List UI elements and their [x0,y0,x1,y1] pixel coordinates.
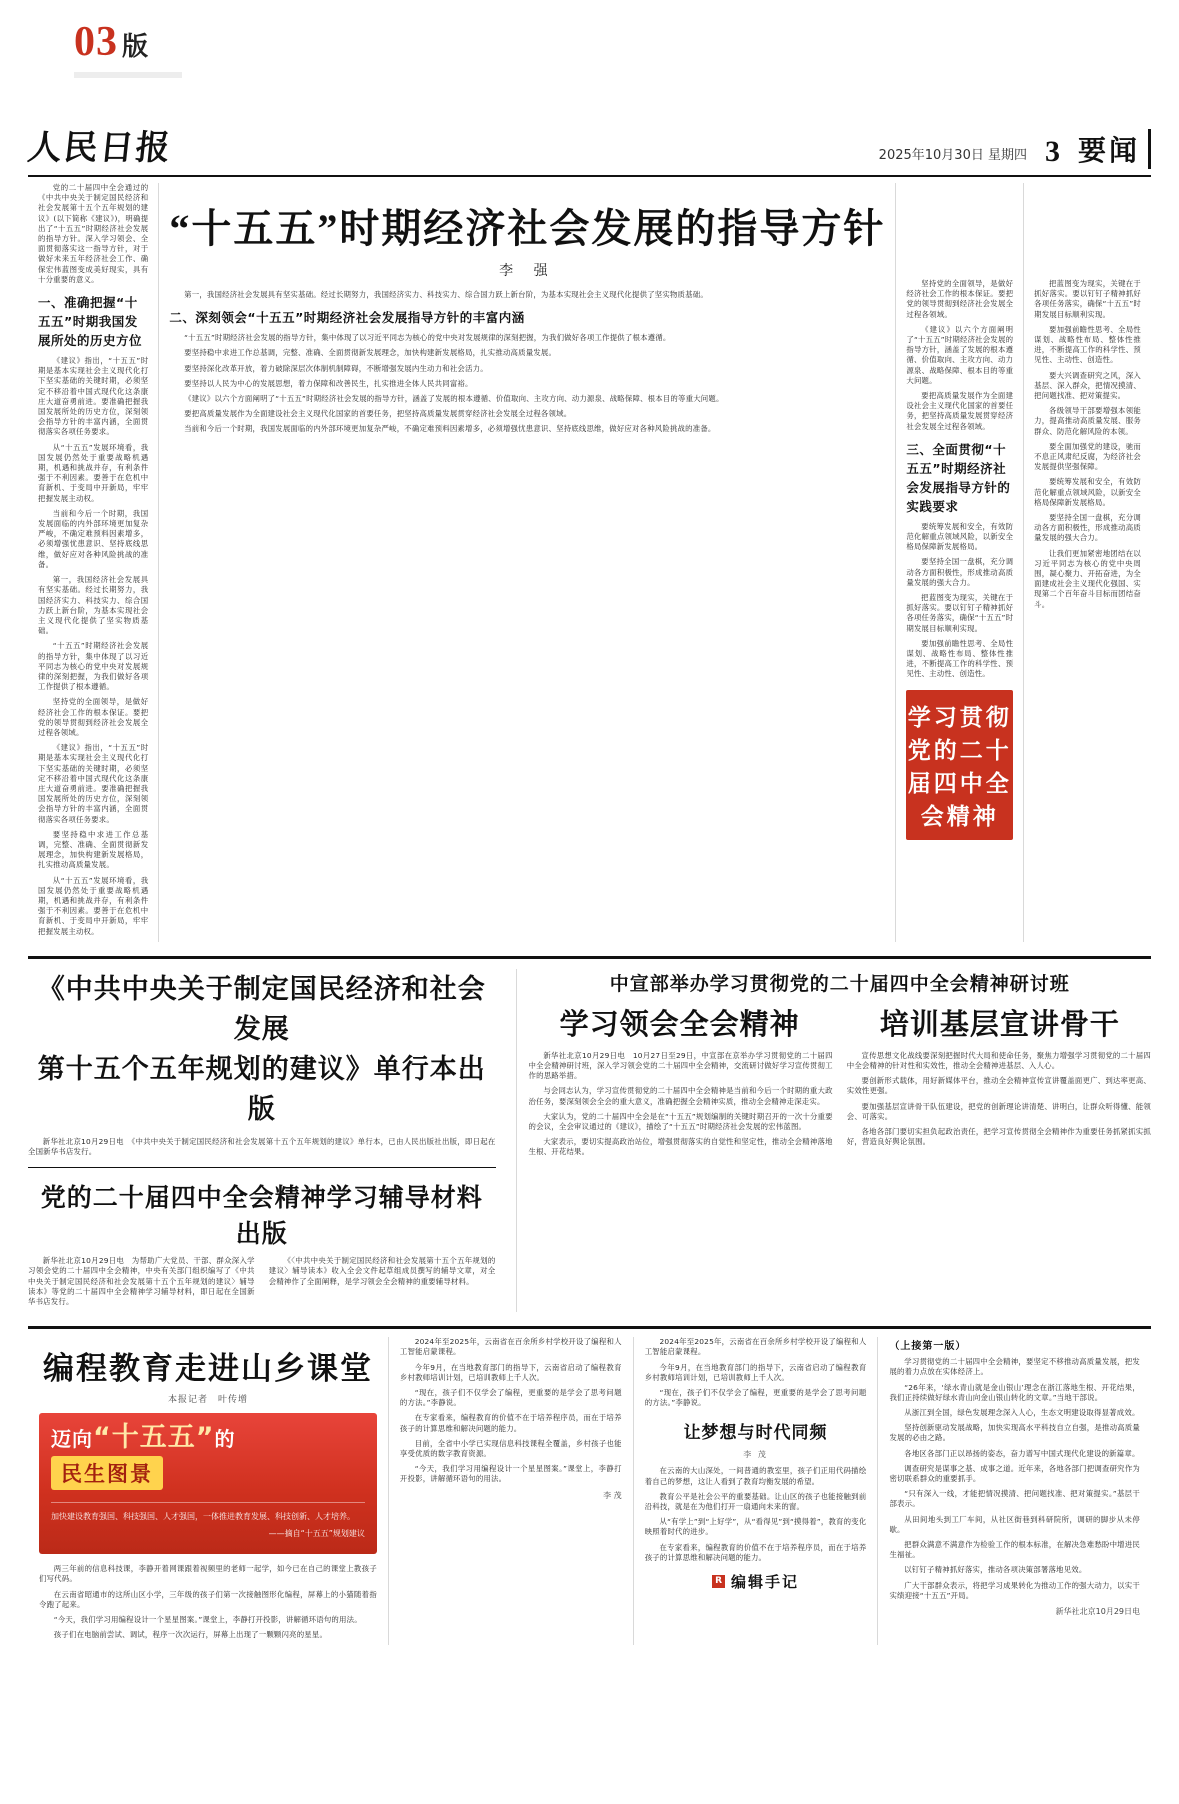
commentary-body: 在云南的大山深处，一间普通的教室里，孩子们正用代码描绘着自己的梦想，这让人看到了教育均衡发展的希望。 教育公平是社会公平的重要基础。让山区的孩子也能接触到前沿科技，就是在为他们打开一扇通向未来的窗。 从“有学上”到“上好学”，从“看得见”到“摸得着”，教育的变化映照着时代的进步。 在专家看来，编程教育的价值不在于培养程序员，而在于培养孩子的计算思维和解决问题的能力。 [644,1466,867,1562]
divider-bottom [28,1326,1151,1329]
commentary-lead: 2024年至2025年，云南省在百余所乡村学校开设了编程和人工智能启蒙课程。 今年9月，在当地教育部门的指导下，云南省启动了编程教育乡村教师培训计划，已培训教师上千人次。 “现在，孩子们不仅学会了编程，更重要的是学会了思考问题的方法。”李静说。 [644,1337,867,1408]
commentary-byline: 李 茂 [743,1450,768,1460]
lead-body-3b: 要统筹发展和安全，有效防范化解重点领域风险，以新安全格局保障新发展格局。 要坚持全国一盘棋，充分调动各方面积极性，形成推动高质量发展的强大合力。 把蓝图变为现实，关键在于抓好落实。要以钉钉子精神抓好各项任务落实，确保“十五五”时期发展目标顺利实现。 要加强前瞻性思考、全局性谋划、战略性布局、整体性推进，不断提高工作的科学性、预见性、主动性、创造性。 [906,521,1014,679]
lead-article [28,183,1151,942]
poster-line1-post: 的 [214,1427,236,1452]
feature-byline: 本报记者 叶传增 [167,1395,248,1406]
jump-col-b: 调查研究是谋事之基、成事之道。近年来，各地各部门把调查研究作为密切联系群众的重要抓手。 “只有深入一线，才能把情况摸清、把问题找准、把对策提实。”基层干部表示。 从田间地头到工厂车间，从社区街巷到科研院所，调研的脚步从未停歇。 把群众满意不满意作为检验工作的根本标准，在解决急难愁盼中增进民生福祉。 以钉钉子精神抓好落实，推动各项决策部署落地见效。 广大干部群众表示，将把学习成果转化为推动工作的强大动力，以实干实绩迎接“十五五”开局。 [889,1463,1140,1600]
lead-body-2a: 第一，我国经济社会发展具有坚实基础。经过长期努力，我国经济实力、科技实力、综合国力跃上新台阶，为基本实现社会主义现代化提供了坚实物质基础。 [184,290,708,299]
page-badge-suffix: 版 [122,32,149,62]
seminar-body [529,1051,1151,1163]
lead-col-4 [1023,183,1151,942]
feature-continuation [388,1337,633,1645]
poster-line1-pre: 迈向 [51,1427,93,1452]
page-number: 3 [1044,135,1060,168]
section-name: 要闻 [1078,129,1151,169]
study-material-col-1: 新华社北京10月29日电 为帮助广大党员、干部、群众深入学习领会党的二十届四中全会精神，中央有关部门组织编写了《中共中央关于制定国民经济和社会发展第十五个五年规划的建议〉辅导读本》等党的二十届四中全会精神学习辅导材料，即日起在全国新华书店发行。 [28,1256,255,1307]
poster-quote-text: 加快建设教育强国、科技强国、人才强国，一体推进教育发展、科技创新、人才培养。 [51,1512,355,1522]
masthead [25,120,1151,177]
seminar-col-1: 新华社北京10月29日电 10月27日至29日，中宣部在京举办学习贯彻党的二十届四中全会精神研讨班，深入学习领会党的二十届四中全会精神，交流研讨做好学习宣传贯彻工作的思路举措。 与会同志认为，学习宣传贯彻党的二十届四中全会精神是当前和今后一个时期的重大政治任务，要深刻领会全会的重大意义，准确把握全会精神实质，推动全会精神走深走实。 大家认为，党的二十届四中全会是在“十五五”规划编制的关键时期召开的一次十分重要的会议，全会审议通过的《建议》，描绘了“十五五”时期经济社会发展的宏伟蓝图。 大家表示，要切实提高政治站位，增强贯彻落实的自觉性和坚定性，推动全会精神落地生根、开花结果。 [528,1050,833,1157]
jump-from-label: （上接第一版） [889,1341,967,1353]
study-material-col-2: 《〈中共中央关于制定国民经济和社会发展第十五个五年规划的建议〉辅导读本》收入全会文件起草组成员撰写的辅导文章，对全会精神作了全面阐释，是学习领会全会精神的重要辅导材料。 [268,1256,496,1286]
poster-graphic [39,1413,377,1554]
lead-body-3a: 坚持党的全面领导，是做好经济社会工作的根本保证。要把党的领导贯彻到经济社会发展全过程各领域。 《建议》以六个方面阐明了“十五五”时期经济社会发展的指导方针，涵盖了发展的根本遵循、价值取向、主攻方向、动力源泉、战略保障、根本目的等重大问题。 要把高质量发展作为全面建设社会主义现代化国家的首要任务，把坚持高质量发展贯穿经济社会发展全过程各领域。 [906,279,1014,431]
seminar-kicker: 中宣部举办学习贯彻党的二十届四中全会精神研讨班 [609,972,1070,995]
commentary-title: 让梦想与时代同频 [683,1423,828,1443]
jump-dateline: 新华社北京10月29日电 [1055,1607,1140,1617]
poster-quote-source: ——摘自“十五五”规划建议 [268,1529,365,1539]
bottom-band [28,1337,1151,1645]
lead-section-heading-1: 一、准确把握“十五五”时期我国发展所处的历史方位 [38,295,143,349]
newspaper-logo: 人民日报 [25,130,174,167]
masthead-right [879,129,1151,169]
book-title-line1: 《中共中央关于制定国民经济和社会发展 [37,973,486,1044]
divider-mid-left [28,1167,496,1168]
page-badge [28,0,1151,72]
feature-col-2: 2024年至2025年，云南省在百余所乡村学校开设了编程和人工智能启蒙课程。 今年9月，在当地教育部门的指导下，云南省启动了编程教育乡村教师培训计划，已培训教师上千人次。 “现在，孩子们不仅学会了编程，更重要的是学会了思考问题的方法。”李静说。 在专家看来，编程教育的价值不在于培养程序员，而在于培养孩子的计算思维和解决问题的能力。 目前，全省中小学已实现信息科技课程全覆盖，乡村孩子也能享受优质的数字教育资源。 “今天，我们学习用编程设计一个星星图案。”课堂上，李静打开投影，讲解循环语句的用法。 [399,1337,622,1484]
poster-line1-big: “十五五” [93,1422,215,1454]
seminar-col-2: 宣传思想文化战线要深刻把握时代大局和使命任务，聚焦力增强学习贯彻党的二十届四中全会精神的针对性和实效性，推动全会精神进基层、入人心。 要创新形式载体，用好新媒体平台，推动全会精神宣传宣讲覆盖面更广、到达率更高、实效性更强。 要加强基层宣讲骨干队伍建设，把党的创新理论讲清楚、讲明白，让群众听得懂、能领会、可落实。 各地各部门要切实担负起政治责任，把学习宣传贯彻全会精神作为重要任务抓紧抓实抓好，营造良好舆论氛围。 [846,1050,1151,1147]
editor-note-icon: R [712,1575,725,1588]
seminar-head-left: 学习领会全会精神 [559,1008,800,1041]
book-publication-article [28,969,496,1312]
divider-top [28,956,1151,959]
lead-col-3 [895,183,1023,942]
commentary-article [633,1337,878,1645]
issue-date: 2025年10月30日 星期四 [878,148,1027,163]
jump-column [877,1337,1151,1645]
feature-article [28,1337,388,1645]
lead-intro-1: 党的二十届四中全会通过的《中共中央关于制定国民经济和社会发展第十五个五年规划的建议》(以下简称《建议》)，明确提出了“十五五”时期经济社会发展的指导方针。深入学习领会、全面贯彻落实这一指导方针，对于做好未来五年经济社会工作、确保宏伟蓝图变成美好现实，具有十分重要的意义。 [38,183,149,284]
poster-quote [51,1502,365,1540]
lead-col-2 [158,183,895,942]
feature-signature: 李 茂 [603,1490,622,1500]
editor-note-tag [645,1571,867,1592]
lead-section-heading-2: 二、深刻领会“十五五”时期经济社会发展指导方针的丰富内涵 [169,310,525,326]
jump-col-a: 学习贯彻党的二十届四中全会精神，要坚定不移推动高质量发展，把发展的着力点放在实体经济上。 “26年来，‘绿水青山就是金山银山’理念在浙江落地生根、开花结果，我们正持续做好绿水青山向金山银山转化的文章。”当地干部说。 从浙江到全国，绿色发展理念深入人心，生态文明建设取得显著成效。 坚持创新驱动发展战略，加快实现高水平科技自立自强，是推动高质量发展的必由之路。 各地区各部门正以昂扬的姿态，奋力谱写中国式现代化建设的新篇章。 [889,1357,1140,1458]
poster-line2: 民生图景 [51,1456,163,1490]
lead-col-1 [28,183,158,942]
lead-body-4: 把蓝图变为现实，关键在于抓好落实。要以钉钉子精神抓好各项任务落实，确保“十五五”时期发展目标顺利实现。 要加强前瞻性思考、全局性谋划、战略性布局、整体性推进，不断提高工作的科学性、预见性、主动性、创造性。 要大兴调查研究之风，深入基层、深入群众，把情况摸清、把问题找准、把对策提实。 各级领导干部要增强本领能力，提高推动高质量发展、服务群众、防范化解风险的本领。 要全面加强党的建设，驰而不息正风肃纪反腐，为经济社会发展提供坚强保障。 要统筹发展和安全，有效防范化解重点领域风险，以新安全格局保障新发展格局。 要坚持全国一盘棋，充分调动各方面积极性，形成推动高质量发展的强大合力。 让我们更加紧密地团结在以习近平同志为核心的党中央周围，凝心聚力、开拓奋进，为全面建成社会主义现代化强国、实现第二个百年奋斗目标而团结奋斗。 [1034,279,1141,609]
lead-body-1: 《建议》指出，“十五五”时期是基本实现社会主义现代化打下坚实基础的关键时期，必须坚定不移沿着中国式现代化这条康庄大道奋勇前进。要准确把握我国发展所处的历史方位，深刻领会指导方针的丰富内涵，全面贯彻落实各项任务要求。 从“十五五”发展环境看，我国发展仍然处于重要战略机遇期，机遇和挑战并存，有利条件强于不利因素。要善于在危机中育新机、于变局中开新局，牢牢把握发展主动权。 当前和今后一个时期，我国发展面临的内外部环境更加复杂严峻，不确定难预料因素增多，必须增强忧患意识、坚持底线思维，做好应对各种风险挑战的准备。 第一，我国经济社会发展具有坚实基础。经过长期努力，我国经济实力、科技实力、综合国力跃上新台阶，为基本实现社会主义现代化提供了坚实物质基础。 “十五五”时期经济社会发展的指导方针，集中体现了以习近平同志为核心的党中央对发展规律的深刻把握，为我们做好各项工作提供了根本遵循。 坚持党的全面领导，是做好经济社会工作的根本保证。要把党的领导贯彻到经济社会发展全过程各领域。 《建议》指出，“十五五”时期是基本实现社会主义现代化打下坚实基础的关键时期，必须坚定不移沿着中国式现代化这条康庄大道奋勇前进。要准确把握我国发展所处的历史方位，深刻领会指导方针的丰富内涵，全面贯彻落实各项任务要求。 要坚持稳中求进工作总基调，完整、准确、全面贯彻新发展理念，加快构建新发展格局，扎实推动高质量发展。 从“十五五”发展环境看，我国发展仍然处于重要战略机遇期，机遇和挑战并存，有利条件强于不利因素。要善于在危机中育新机、于变局中开新局，牢牢把握发展主动权。 [38,356,149,936]
study-banner: 学习贯彻党的二十届四中全会精神 [906,690,1013,840]
seminar-headlines [529,1002,1151,1043]
page-badge-rule [74,72,182,78]
seminar-head-right: 培训基层宣讲骨干 [879,1008,1120,1041]
seminar-article [516,969,1151,1312]
feature-title: 编程教育走进山乡课堂 [42,1351,373,1387]
book-title-line2: 第十五个五年规划的建议》单行本出版 [37,1053,486,1124]
study-material-body [28,1256,496,1312]
lead-body-2b: “十五五”时期经济社会发展的指导方针，集中体现了以习近平同志为核心的党中央对发展规律的深刻把握，为我们做好各项工作提供了根本遵循。 要坚持稳中求进工作总基调，完整、准确、全面贯彻新发展理念，加快构建新发展格局，扎实推动高质量发展。 要坚持深化改革开放，着力破除深层次体制机制障碍，不断增强发展内生动力和社会活力。 要坚持以人民为中心的发展思想，着力保障和改善民生，扎实推进全体人民共同富裕。 《建议》以六个方面阐明了“十五五”时期经济社会发展的指导方针，涵盖了发展的根本遵循、价值取向、主攻方向、动力源泉、战略保障、根本目的等重大问题。 要把高质量发展作为全面建设社会主义现代化国家的首要任务，把坚持高质量发展贯穿经济社会发展全过程各领域。 当前和今后一个时期，我国发展面临的内外部环境更加复杂严峻，不确定难预料因素增多，必须增强忧患意识、坚持底线思维，做好应对各种风险挑战的准备。 [184,333,724,434]
lead-headline: “十五五”时期经济社会发展的指导方针 [169,206,886,251]
study-material-title: 党的二十届四中全会精神学习辅导材料出版 [40,1185,483,1249]
lead-section-heading-3: 三、全面贯彻“十五五”时期经济社会发展指导方针的实践要求 [906,441,1011,514]
middle-band [28,969,1151,1312]
book-body: 新华社北京10月29日电 《中共中央关于制定国民经济和社会发展第十五个五年规划的建议》单行本，已由人民出版社出版，即日起在全国新华书店发行。 [28,1136,496,1156]
page-badge-number: 03 [74,19,118,65]
poster-line1 [51,1422,365,1454]
feature-col-1: 两三年前的信息科技课，李静开着网课跟着视频里的老师一起学，如今已在自己的课堂上教孩子们写代码。 在云南省昭通市的这所山区小学，三年级的孩子们第一次接触图形化编程，屏幕上的小猫随着指令跑了起来。 “今天，我们学习用编程设计一个星星图案。”课堂上，李静打开投影，讲解循环语句的用法。 孩子们在电脑前尝试、调试，程序一次次运行，屏幕上出现了一颗颗闪亮的星星。 [39,1564,377,1640]
lead-byline: 李 强 [499,263,556,279]
editor-note-label: 编辑手记 [731,1573,800,1592]
